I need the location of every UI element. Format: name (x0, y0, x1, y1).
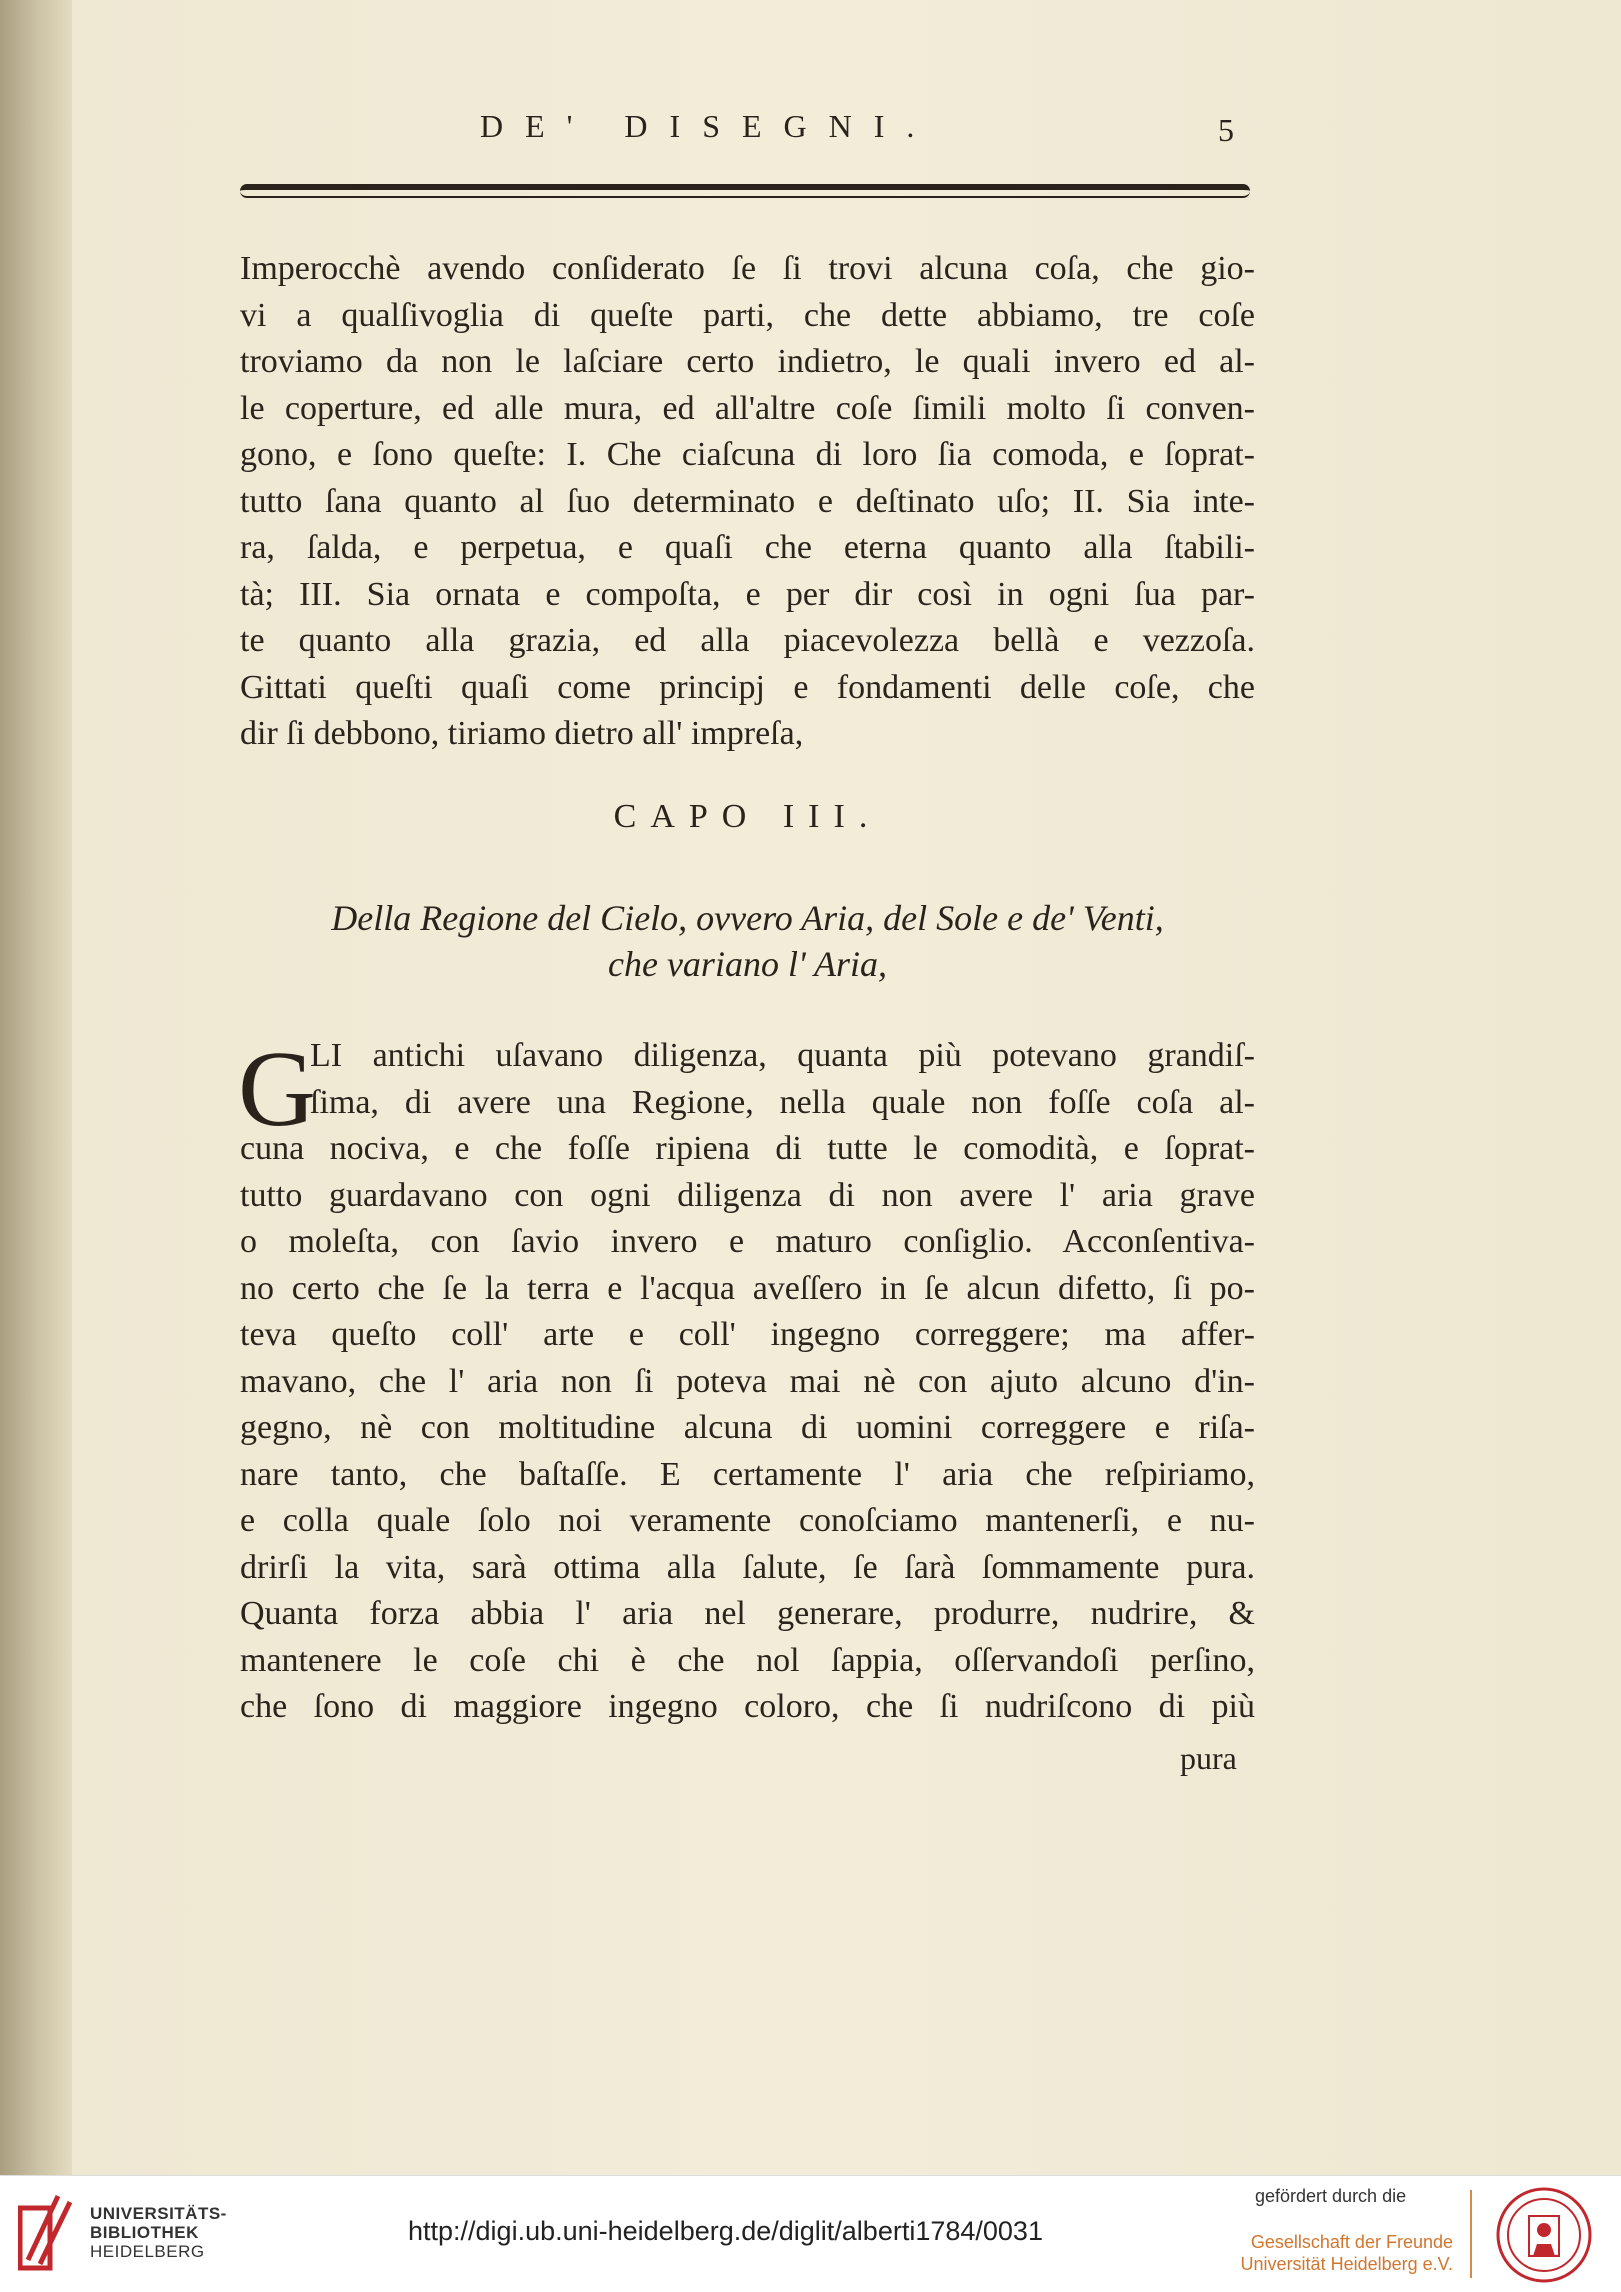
text-line: troviamo da non le laſciare certo indietro, le quali invero ed al- (240, 343, 1255, 380)
page-number: 5 (1218, 112, 1234, 148)
university-seal-icon[interactable] (1495, 2186, 1593, 2284)
text-line: e colla quale ſolo noi veramente conoſciamo mantenerſi, e nu- (240, 1502, 1255, 1539)
library-logo-icon[interactable] (18, 2190, 76, 2276)
chapter-subtitle (240, 895, 1255, 987)
library-name-line-1: UNIVERSITÄTS- (90, 2204, 227, 2223)
paragraph-1-text (240, 246, 1255, 758)
text-line: tà; III. Sia ornata e compoſta, e per dir così in ogni ſua par- (240, 575, 1255, 613)
library-name (90, 2204, 227, 2261)
paragraph-1 (240, 246, 1255, 758)
chapter-subtitle-line-2: che variano l' Aria, (608, 944, 887, 984)
text-line: LI antichi uſavano diligenza, quanta più potevano grandiſ- (310, 1037, 1255, 1074)
text-line: drirſi la vita, sarà ottima alla ſalute, ſe ſarà ſommamente pura. (240, 1548, 1255, 1586)
text-line: gono, e ſono queſte: I. Che ciaſcuna di loro ſia comoda, e ſoprat- (240, 436, 1255, 473)
text-line: nare tanto, che baſtaſſe. E certamente l' aria che reſpiriamo, (240, 1455, 1255, 1493)
footer-bar (0, 2175, 1621, 2292)
text-line: ſima, di avere una Regione, nella quale non foſſe coſa al- (310, 1083, 1255, 1121)
text-line: cuna nociva, e che foſſe ripiena di tutte le comodità, e ſoprat- (240, 1130, 1255, 1167)
sponsor-divider (1470, 2190, 1472, 2278)
text-line: te quanto alla grazia, ed alla piacevolezza bellà e vezzoſa. (240, 622, 1255, 659)
sponsor-name (1241, 2231, 1453, 2275)
text-line: che ſono di maggiore ingegno coloro, che ſi nudriſcono di più (240, 1688, 1255, 1725)
document-url-link[interactable]: http://digi.ub.uni-heidelberg.de/diglit/alberti1784/0031 (408, 2216, 1043, 2246)
catchword: pura (1180, 1740, 1237, 1776)
running-title: DE' DISEGNI. (480, 108, 937, 144)
chapter-heading: CAPO III. (613, 798, 882, 835)
sponsor-name-line-2: Universität Heidelberg e.V. (1240, 2254, 1453, 2274)
text-line: ra, ſalda, e perpetua, e quaſi che eterna quanto alla ſtabili- (240, 529, 1255, 566)
text-line: gegno, nè con moltitudine alcuna di uomini correggere e riſa- (240, 1409, 1255, 1446)
text-line: Gittati queſti quaſi come principj e fondamenti delle coſe, che (240, 668, 1255, 706)
paragraph-2-text (238, 1030, 1255, 1731)
text-line: tutto ſana quanto al ſuo determinato e deſtinato uſo; II. Sia inte- (240, 482, 1255, 520)
text-line: mantenere le coſe chi è che nol ſappia, oſſervandoſi perſino, (240, 1641, 1255, 1679)
drop-cap-initial: G (238, 1030, 316, 1149)
header-rule (240, 184, 1250, 198)
chapter-subtitle-line-1: Della Regione del Cielo, ovvero Aria, del Sole e de' Venti, (331, 898, 1164, 938)
library-name-line-3: HEIDELBERG (90, 2242, 205, 2261)
sponsor-label: gefördert durch die (1255, 2186, 1407, 2206)
text-line: Imperocchè avendo conſiderato ſe ſi trovi alcuna coſa, che gio- (240, 250, 1255, 287)
text-line: mavano, che l' aria non ſi poteva mai nè con ajuto alcuno d'in- (240, 1362, 1255, 1400)
text-line: teva queſto coll' arte e coll' ingegno correggere; ma affer- (240, 1316, 1255, 1353)
text-line: dir ſi debbono, tiriamo dietro all' impreſa, (240, 715, 804, 752)
text-line: Quanta forza abbia l' aria nel generare, produrre, nudrire, & (240, 1595, 1255, 1632)
library-name-line-2: BIBLIOTHEK (90, 2223, 199, 2242)
book-gutter (0, 0, 72, 2175)
paragraph-2 (238, 1030, 1255, 1731)
text-line: vi a qualſivoglia di queſte parti, che dette abbiamo, tre coſe (240, 296, 1255, 334)
text-line: no certo che ſe la terra e l'acqua aveſſero in ſe alcun difetto, ſi po- (240, 1269, 1255, 1307)
sponsor-name-line-1: Gesellschaft der Freunde (1250, 2232, 1453, 2252)
text-line: tutto guardavano con ogni diligenza di non avere l' aria grave (240, 1176, 1255, 1214)
text-line: le coperture, ed alle mura, ed all'altre coſe ſimili molto ſi conven- (240, 389, 1255, 427)
text-line: o moleſta, con ſavio invero e maturo conſiglio. Acconſentiva- (240, 1223, 1255, 1260)
